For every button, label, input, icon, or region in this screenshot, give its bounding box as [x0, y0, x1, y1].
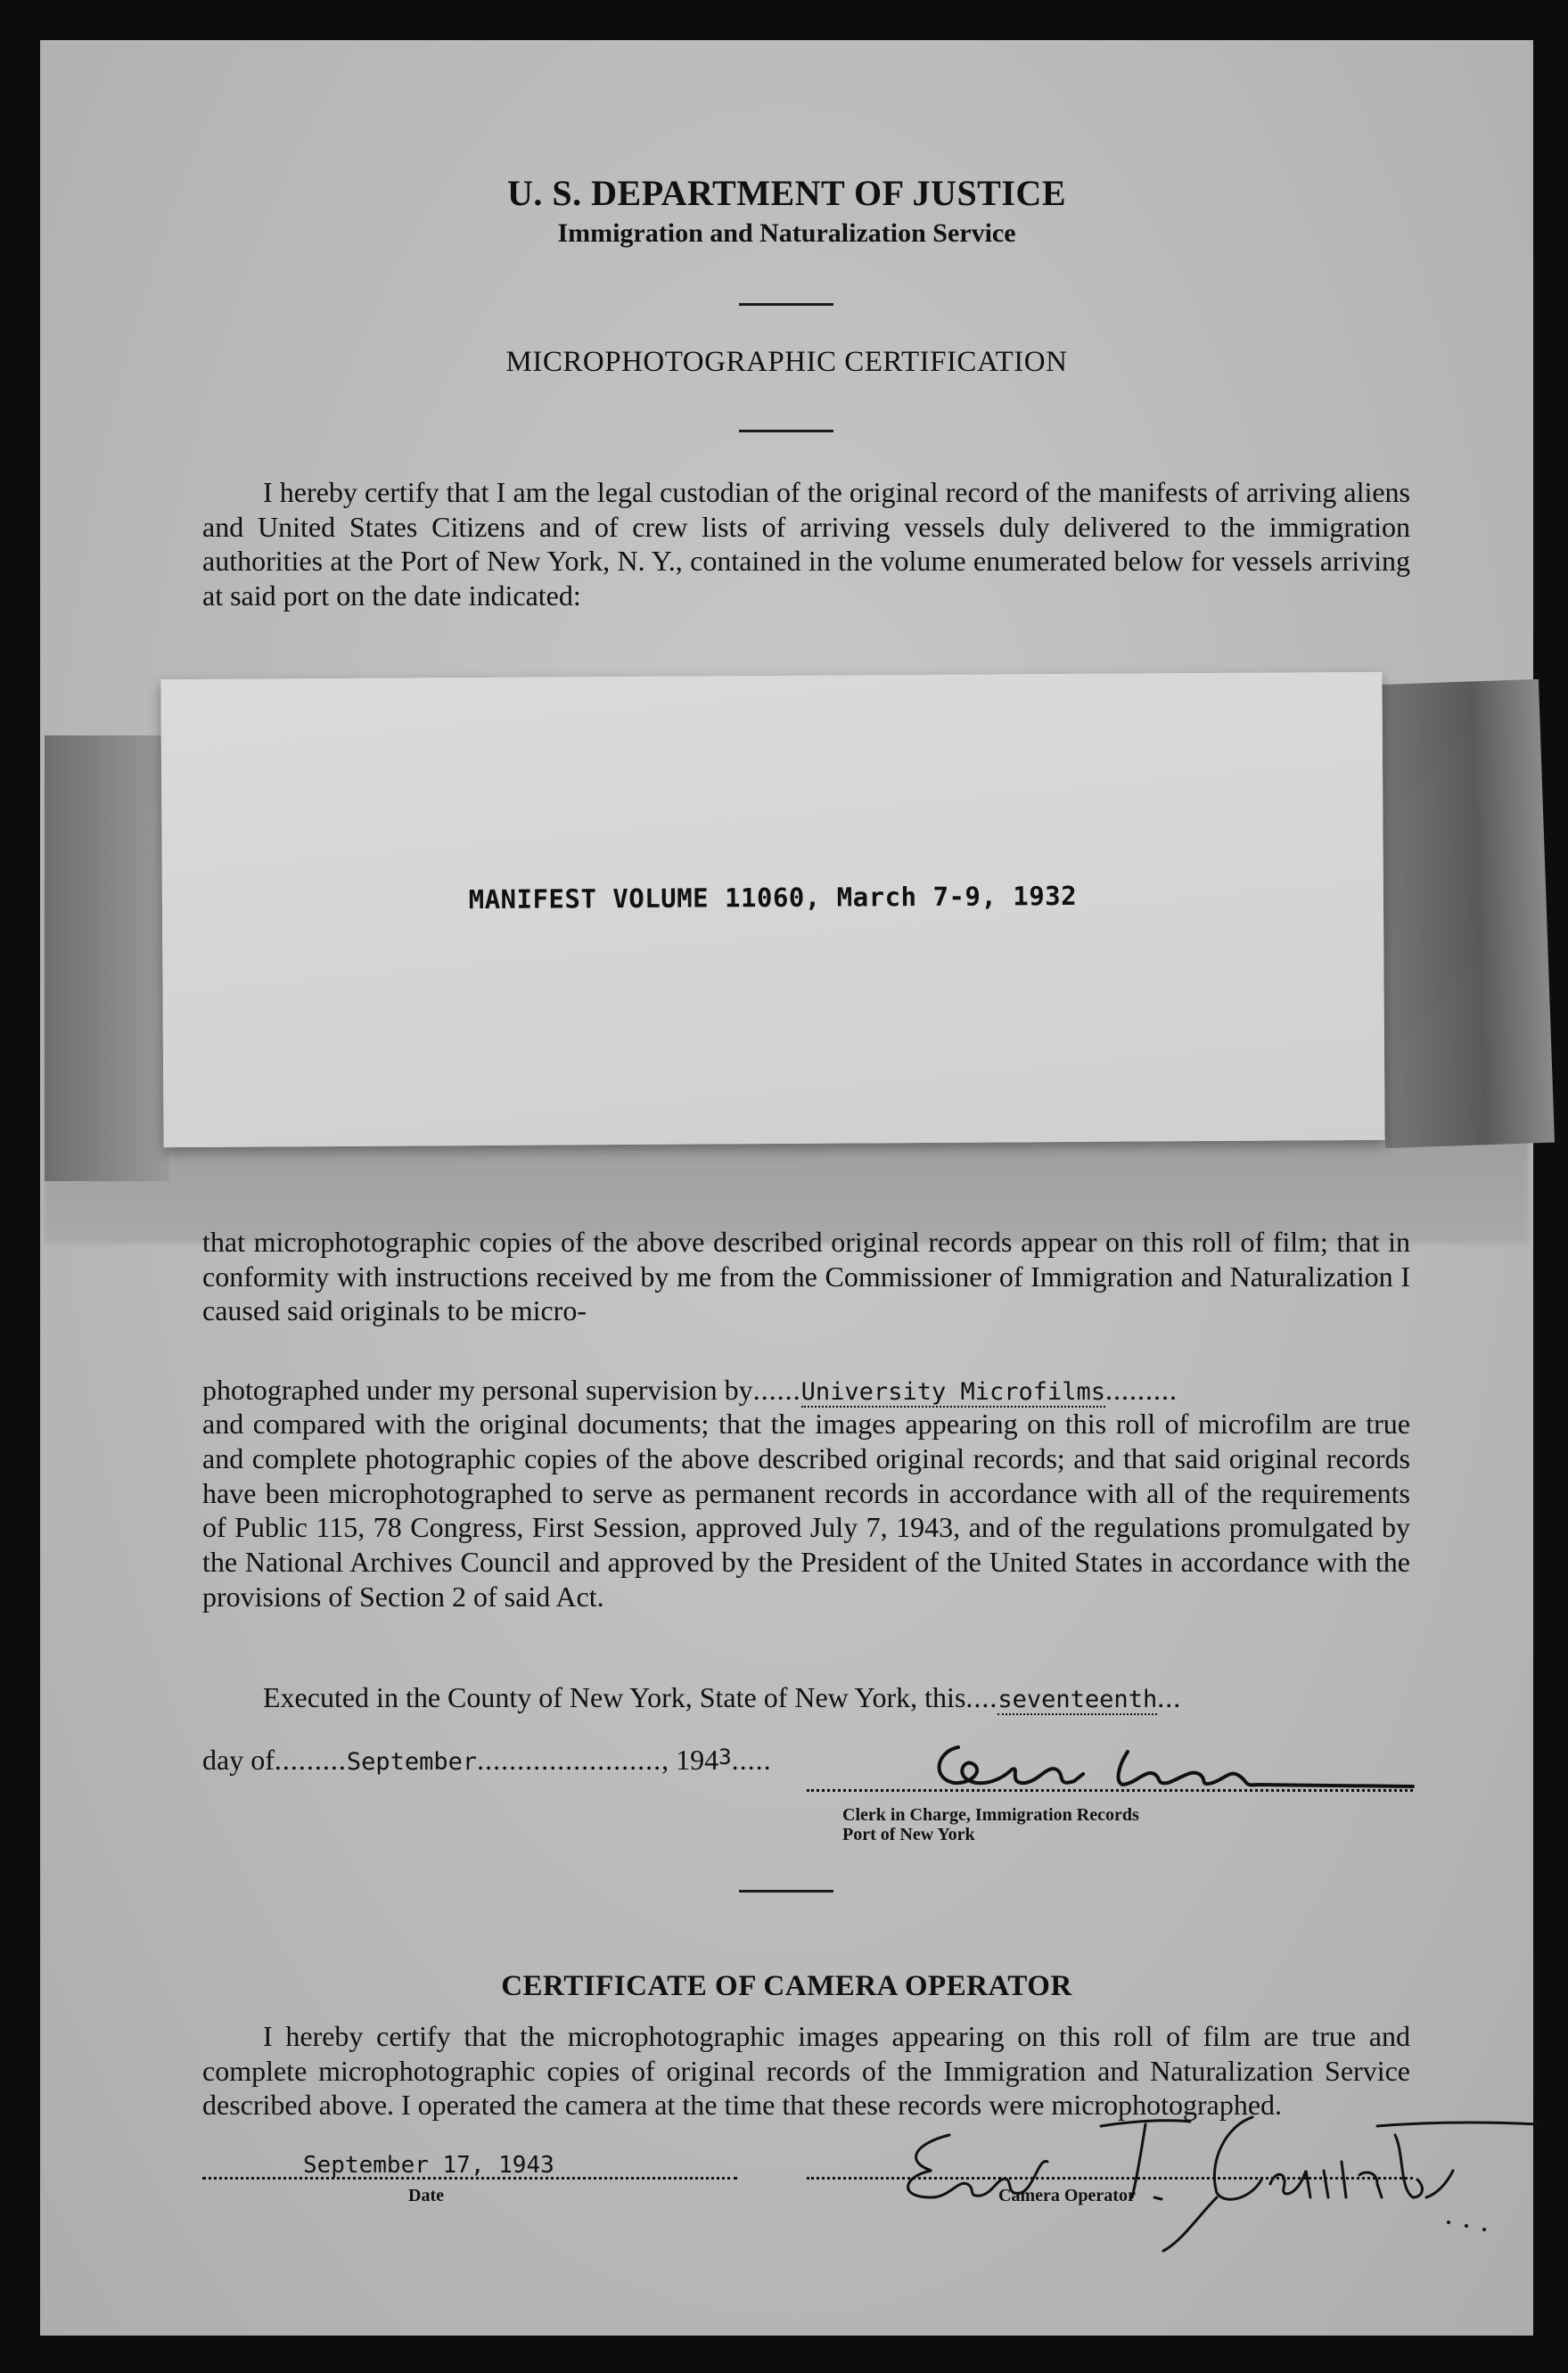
supervision-prefix: photographed under my personal supervision by: [202, 1374, 753, 1406]
day-of-label: day of: [202, 1744, 275, 1776]
day-of-line: day of.........September......................., 1943.....: [202, 1744, 772, 1776]
clerk-signature: [923, 1729, 1422, 1801]
body-paragraph-part1: that microphotographic copies of the above described original records appear on this roll of film; that in conformity with instructions received by me from the Commissioner of Immigration and Naturalization I caused said originals to be micro-: [202, 1226, 1410, 1326]
supervision-line: photographed under my personal supervision by......University Microfilms.........: [202, 1374, 1178, 1406]
camera-paragraph: I hereby certify that the microphotographic images appearing on this roll of film are true and complete microphotographic copies of original records of the Immigration and Naturalization Service described above. I operated the camera at the time that these records were microphotographed.: [202, 2020, 1410, 2121]
department-heading: U. S. DEPARTMENT OF JUSTICE: [507, 173, 1066, 213]
clerk-title-line1: Clerk in Charge, Immigration Records: [842, 1805, 1139, 1825]
executed-line: Executed in the County of New York, State of New York, this....seventeenth...: [263, 1681, 1182, 1713]
volume-slip: [160, 672, 1384, 1147]
divider: [739, 303, 833, 306]
service-heading: Immigration and Naturalization Service: [557, 218, 1016, 248]
date-line: [202, 2177, 737, 2180]
executed-day: seventeenth: [997, 1686, 1158, 1713]
document-page: [40, 40, 1533, 2336]
operator-signature: [878, 2073, 1556, 2269]
certification-title: MICROPHOTOGRAPHIC CERTIFICATION: [505, 346, 1068, 378]
camera-date-value: September 17, 1943: [303, 2152, 554, 2179]
year-digit: 3: [718, 1745, 732, 1769]
intro-paragraph: I hereby certify that I am the legal custodian of the original record of the manifests of arriving aliens and United States Citizens and of crew lists of arriving vessels duly delivered to the immigration authorities at the Port of New York, N. Y., contained in the volume enumerated below for vessels arriving at said port on the date indicated:: [202, 476, 1410, 612]
supervisor-name: University Microfilms: [800, 1378, 1106, 1406]
camera-certificate-title: CERTIFICATE OF CAMERA OPERATOR: [501, 1970, 1072, 2002]
date-label: Date: [408, 2186, 444, 2205]
divider: [739, 430, 833, 432]
slip-shadow-right: [1369, 679, 1555, 1148]
operator-label: Camera Operator: [998, 2186, 1136, 2205]
volume-slip-text: MANIFEST VOLUME 11060, March 7-9, 1932: [468, 880, 1078, 916]
year-prefix: , 194: [661, 1744, 719, 1776]
executed-prefix: Executed in the County of New York, State of New York, this: [263, 1681, 966, 1713]
body-paragraph-part2: and compared with the original documents; that the images appearing on this roll of microfilm are true and complete photographic copies of the above described original records; and that said original records have been microphotographed to serve as permanent records in accordance with all of the requirements of Public 115, 78 Congress, First Session, approved July 7, 1943, and of the regulations promulgated by the National Archives Council and approved by the President of the United States in accordance with the provisions of Section 2 of said Act.: [202, 1408, 1410, 1613]
slip-shadow-left: [45, 735, 169, 1181]
executed-month: September: [346, 1748, 478, 1776]
clerk-title-line2: Port of New York: [842, 1825, 975, 1844]
divider: [739, 1890, 833, 1893]
